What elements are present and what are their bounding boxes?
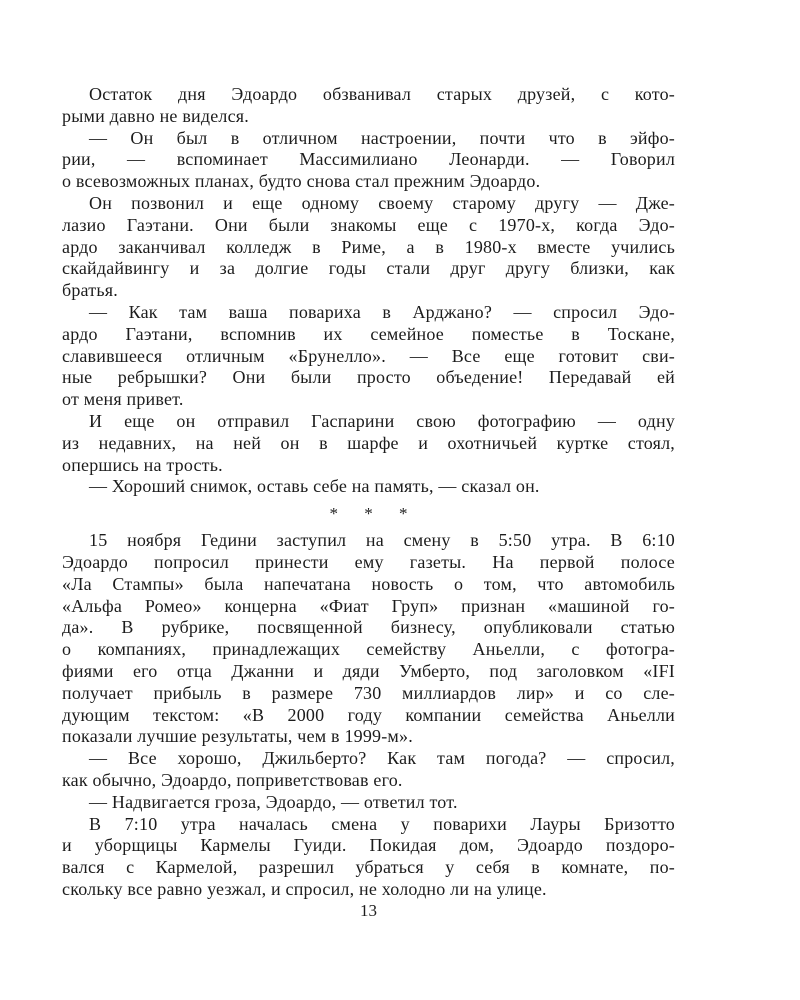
paragraph — [62, 792, 675, 814]
text-line: славившееся отличным «Брунелло». — Все еще готовит сви- — [62, 345, 675, 366]
text-line: «Ла Стампы» была напечатана новость о том, что автомобиль — [62, 573, 675, 594]
text-line: Эдоардо попросил принести ему газеты. На первой полосе — [62, 551, 675, 572]
text-line: показали лучшие результаты, чем в 1999-м». — [62, 726, 413, 747]
text-column — [62, 84, 675, 901]
text-line: — Все хорошо, Джильберто? Как там погода? — спросил, — [89, 748, 675, 769]
paragraph — [62, 411, 675, 476]
text-line: и уборщицы Кармелы Гуиди. Покидая дом, Эдоардо поздоро- — [62, 835, 675, 856]
text-line: о всевозможных планах, будто снова стал прежним Эдоардо. — [62, 171, 541, 192]
text-line: Остаток дня Эдоардо обзванивал старых друзей, с кото- — [89, 84, 675, 104]
paragraph — [62, 530, 675, 748]
text-line: дующим текстом: «В 2000 году компании семейства Аньелли — [62, 704, 675, 725]
text-line: — Как там ваша повариха в Арджано? — спросил Эдо- — [89, 301, 675, 322]
text-line: ные ребрышки? Они были просто объедение! Передавай ей — [62, 367, 675, 388]
text-line: — Он был в отличном настроении, почти что в эйфо- — [89, 127, 675, 148]
paragraph — [62, 128, 675, 193]
text-line: Он позвонил и еще одному своему старому другу — Дже- — [89, 192, 675, 213]
page-number: 13 — [360, 901, 377, 920]
text-line: — Хороший снимок, оставь себе на память, — сказал он. — [89, 476, 540, 497]
text-line: «Альфа Ромео» концерна «Фиат Груп» признан «машиной го- — [62, 595, 675, 616]
text-line: ардо Гаэтани, вспомнив их семейное поместье в Тоскане, — [62, 323, 675, 344]
paragraph — [62, 814, 675, 901]
section-separator: * * * — [329, 504, 408, 524]
text-line: В 7:10 утра началась смена у поварихи Лауры Бризотто — [89, 813, 675, 834]
text-line: о компаниях, принадлежащих семейству Аньелли, с фотогра- — [62, 639, 675, 660]
text-line: рии, — вспоминает Массимилиано Леонарди. — Говорил — [62, 149, 675, 170]
text-line: лазио Гаэтани. Они были знакомы еще с 1970-х, когда Эдо- — [62, 214, 675, 235]
text-line: да». В рубрике, посвященной бизнесу, опубликовали статью — [62, 617, 675, 638]
paragraph — [62, 476, 675, 498]
text-line: получает прибыль в размере 730 миллиардов лир» и со сле- — [62, 682, 675, 703]
text-line: вался с Кармелой, разрешил убраться у себя в комнате, по- — [62, 857, 675, 878]
text-line: от меня привет. — [62, 389, 184, 410]
text-line: из недавних, на ней он в шарфе и охотничьей куртке стоял, — [62, 432, 675, 453]
paragraph — [62, 302, 675, 411]
paragraph — [62, 193, 675, 302]
paragraph — [62, 748, 675, 792]
text-line: братья. — [62, 280, 118, 301]
text-line: ардо заканчивал колледж в Риме, а в 1980-х вместе учились — [62, 236, 675, 257]
text-line: фиями его отца Джанни и дяди Умберто, под заголовком «IFI — [62, 660, 675, 681]
text-line: — Надвигается гроза, Эдоардо, — ответил тот. — [89, 791, 458, 812]
text-line: опершись на трость. — [62, 454, 223, 475]
paragraph — [62, 84, 675, 128]
text-line: 15 ноября Гедини заступил на смену в 5:50 утра. В 6:10 — [89, 530, 675, 551]
text-line: скайдайвингу и за долгие годы стали друг другу близки, как — [62, 258, 675, 279]
text-line: И еще он отправил Гаспарини свою фотографию — одну — [89, 410, 675, 431]
text-line: как обычно, Эдоардо, поприветствовав его. — [62, 769, 403, 790]
text-line: рыми давно не виделся. — [62, 105, 249, 126]
text-line: скольку все равно уезжал, и спросил, не холодно ли на улице. — [62, 878, 547, 899]
